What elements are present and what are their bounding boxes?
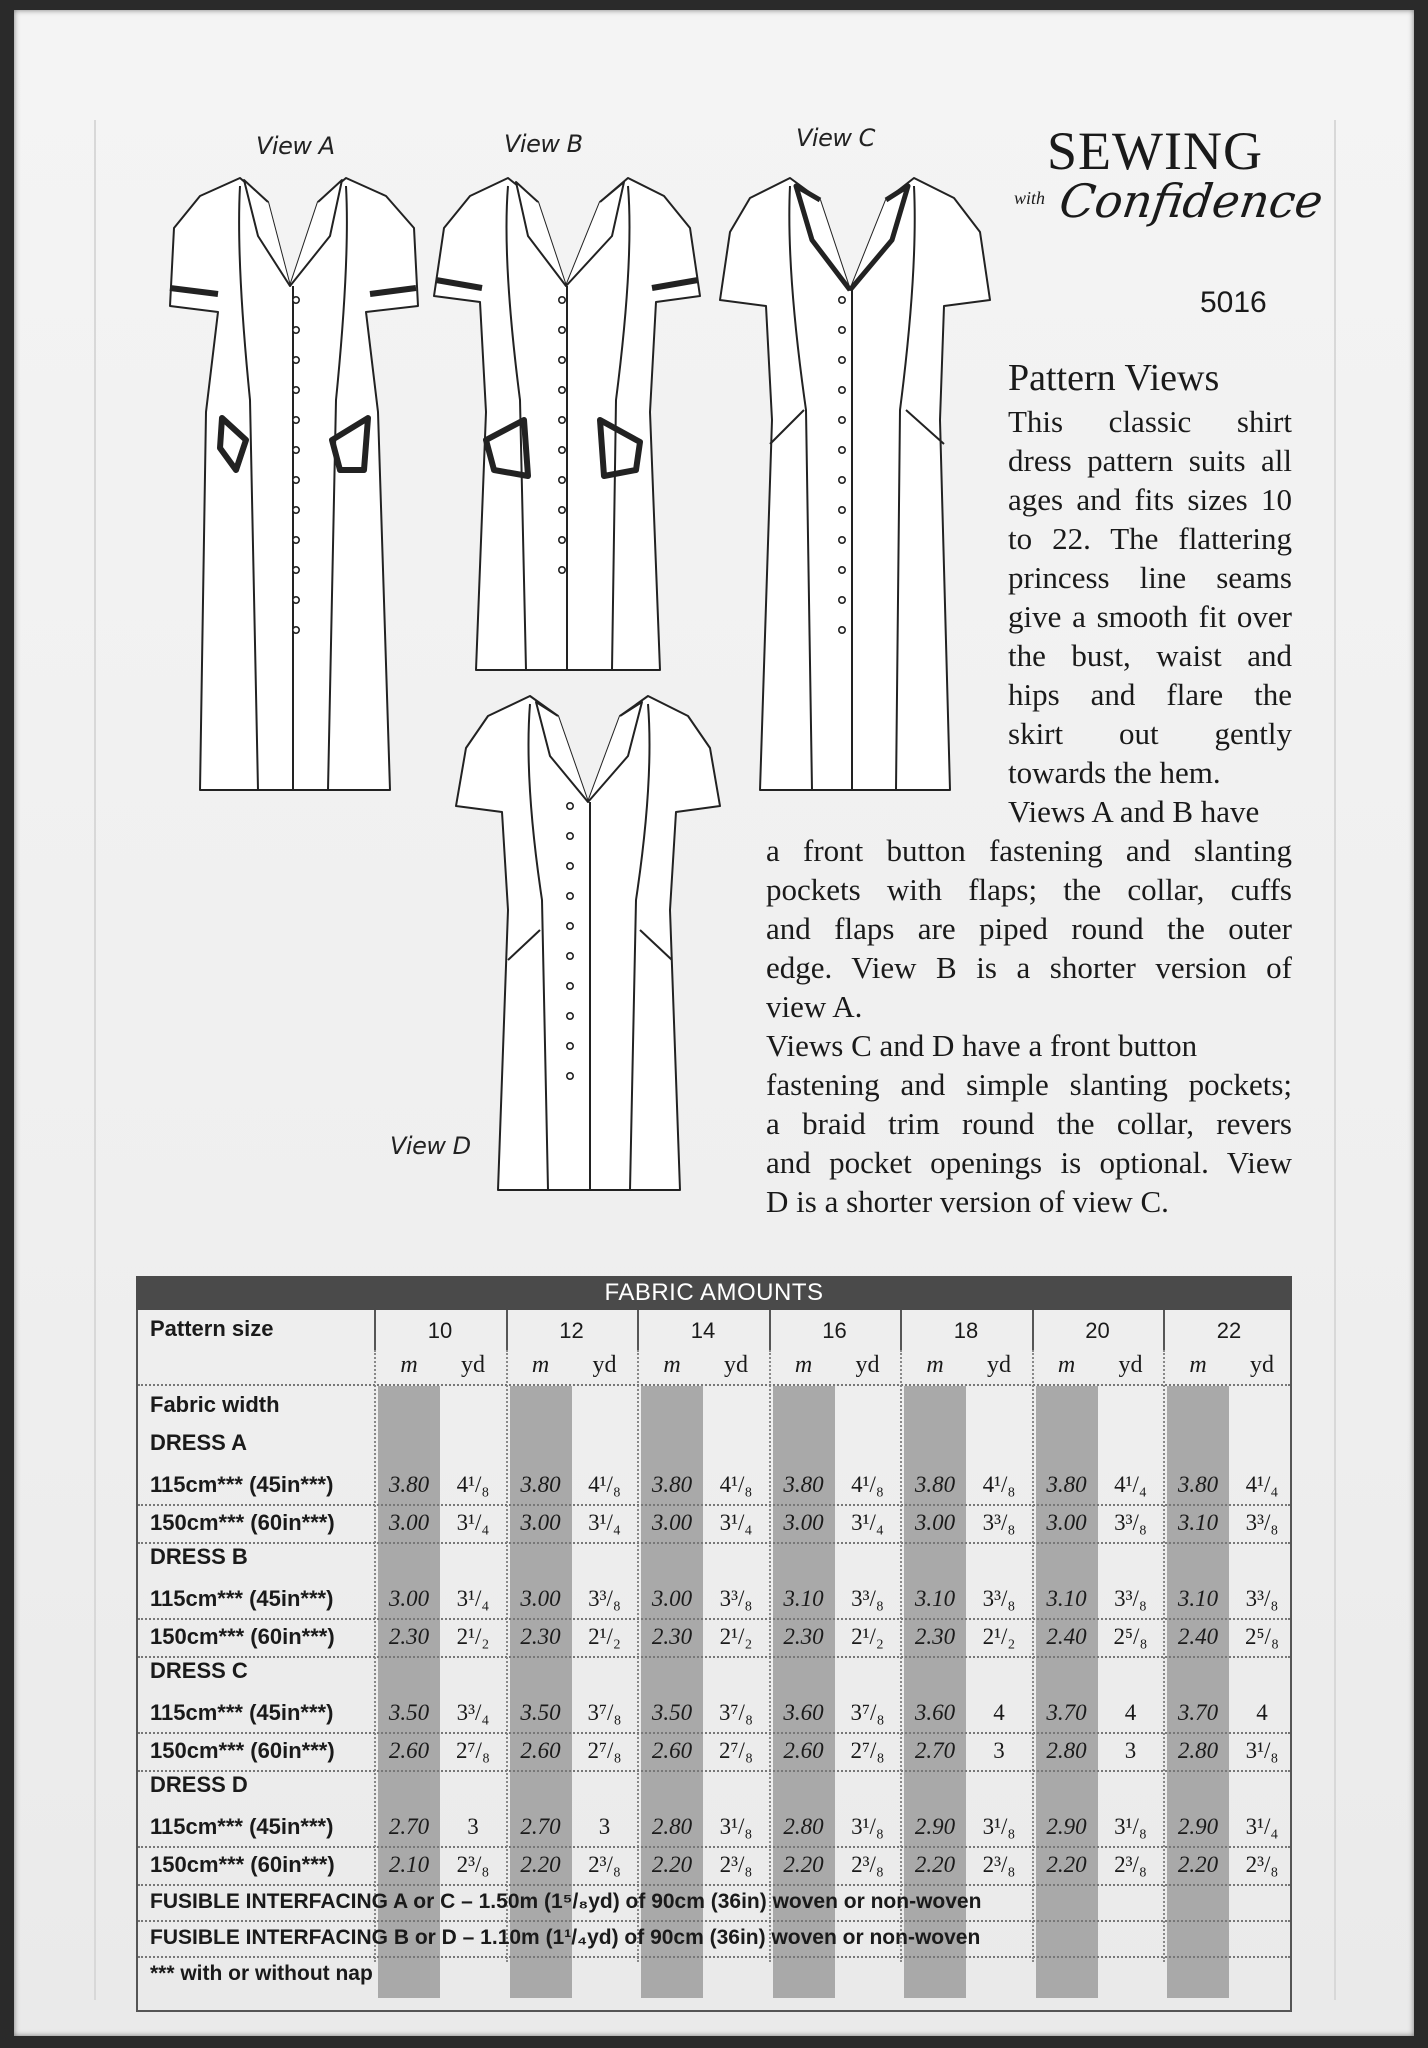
metres-value: 3.80	[388, 1472, 430, 1497]
fabric-width-row-label: 150cm*** (60in***)	[150, 1738, 335, 1763]
yards-value: 3¹/₄	[719, 1510, 753, 1535]
yards-value: 3³/₈	[1245, 1510, 1279, 1535]
pattern-views-line: edge. View B is a shorter version of	[766, 950, 1292, 985]
metres-value: 2.40	[1046, 1624, 1087, 1649]
yards-value: 4¹/₈	[456, 1472, 490, 1497]
yards-value: 2¹/₂	[982, 1624, 1016, 1649]
pattern-views-line: fastening and simple slanting pockets;	[766, 1067, 1292, 1102]
metres-value: 3.50	[388, 1700, 430, 1725]
metres-value: 3.80	[651, 1472, 693, 1497]
yards-value: 3³/₈	[719, 1586, 753, 1611]
yards-value: 3³/₄	[456, 1700, 490, 1725]
fabric-width-row-label: 115cm*** (45in***)	[150, 1700, 334, 1725]
yards-value: 3³/₈	[982, 1586, 1016, 1611]
fabric-table-body	[136, 1310, 1292, 2012]
yards-value: 3	[1124, 1738, 1137, 1763]
unit-m-header: m	[1057, 1352, 1076, 1378]
metres-value: 3.00	[388, 1510, 430, 1535]
metres-value: 3.00	[783, 1510, 824, 1535]
dress-view-c	[720, 178, 990, 790]
yards-value: 2³/₈	[1114, 1852, 1147, 1877]
metres-value: 2.20	[520, 1852, 561, 1877]
pattern-views-line: a front button fastening and slanting	[766, 833, 1292, 868]
yards-value: 2³/₈	[1245, 1852, 1279, 1877]
metres-value: 2.10	[388, 1852, 430, 1877]
metres-value: 2.30	[520, 1624, 561, 1649]
metres-value: 2.30	[783, 1624, 824, 1649]
pattern-number: 5016	[1200, 286, 1267, 319]
metres-value: 3.70	[1177, 1700, 1219, 1725]
table-note: *** with or without nap	[150, 1962, 373, 1985]
unit-m-header: m	[1189, 1352, 1207, 1378]
pattern-views-line: give a smooth fit over	[1008, 599, 1292, 634]
metres-value: 3.50	[651, 1700, 693, 1725]
metres-value: 3.00	[388, 1586, 430, 1611]
pattern-views-line: and flaps are piped round the outer	[766, 911, 1292, 946]
size-header: 16	[822, 1318, 847, 1343]
yards-value: 3¹/₄	[588, 1510, 621, 1535]
unit-m-header: m	[531, 1352, 550, 1378]
yards-value: 2¹/₂	[851, 1624, 884, 1649]
metres-value: 2.20	[914, 1852, 956, 1877]
dress-view-a	[170, 178, 418, 790]
dress-label: DRESS C	[150, 1658, 248, 1683]
unit-yd-header: yd	[855, 1352, 880, 1378]
yards-value: 2⁵/₈	[1113, 1624, 1148, 1649]
metres-value: 3.60	[914, 1700, 956, 1725]
metres-value: 3.50	[520, 1700, 561, 1725]
metres-value: 3.80	[783, 1472, 824, 1497]
metres-value: 2.40	[1177, 1624, 1219, 1649]
fabric-width-row-label: 115cm*** (45in***)	[150, 1586, 334, 1611]
dress-view-b	[434, 178, 700, 670]
yards-value: 2³/₈	[719, 1852, 753, 1877]
pattern-views-line: view A.	[766, 989, 863, 1024]
pattern-views-line: Views A and B have	[1008, 794, 1260, 829]
dress-label: DRESS A	[150, 1430, 247, 1455]
metres-value: 2.90	[914, 1814, 956, 1839]
yards-value: 3¹/₈	[1245, 1738, 1279, 1763]
metres-value: 2.70	[520, 1814, 561, 1839]
fabric-width-row-label: 150cm*** (60in***)	[150, 1510, 335, 1535]
yards-value: 3¹/₈	[851, 1814, 884, 1839]
yards-value: 2¹/₂	[719, 1624, 753, 1649]
yards-value: 3¹/₄	[456, 1510, 490, 1535]
pattern-views-line: hips and flare the	[1008, 677, 1292, 712]
pattern-views-line: the bust, waist and	[1008, 638, 1292, 673]
brand-with: with	[1014, 188, 1046, 208]
fabric-width-row-label: 115cm*** (45in***)	[150, 1814, 334, 1839]
view-a-label: View A	[256, 132, 335, 160]
unit-yd-header: yd	[1250, 1352, 1274, 1378]
metres-value: 2.60	[783, 1738, 824, 1763]
metres-value: 2.20	[1177, 1852, 1219, 1877]
unit-yd-header: yd	[987, 1352, 1011, 1378]
yards-value: 3	[467, 1814, 479, 1839]
unit-m-header: m	[663, 1352, 681, 1378]
size-header: 20	[1085, 1318, 1110, 1343]
yards-value: 3¹/₄	[456, 1586, 490, 1611]
unit-m-header: m	[400, 1352, 418, 1378]
pattern-views-line: dress pattern suits all	[1008, 443, 1292, 478]
yards-value: 2⁷/₈	[456, 1738, 490, 1763]
metres-value: 2.60	[520, 1738, 561, 1763]
yards-value: 3⁷/₈	[719, 1700, 753, 1725]
yards-value: 3	[993, 1738, 1005, 1763]
yards-value: 3¹/₈	[1114, 1814, 1147, 1839]
yards-value: 4¹/₈	[982, 1472, 1016, 1497]
yards-value: 2¹/₂	[588, 1624, 621, 1649]
yards-value: 3³/₈	[982, 1510, 1016, 1535]
unit-yd-header: yd	[592, 1352, 617, 1378]
fabric-width-row-label: 150cm*** (60in***)	[150, 1852, 335, 1877]
yards-value: 3¹/₈	[719, 1814, 753, 1839]
dress-label: DRESS B	[150, 1544, 248, 1569]
metres-value: 3.00	[520, 1586, 561, 1611]
unit-yd-header: yd	[461, 1352, 485, 1378]
metres-value: 3.80	[1177, 1472, 1219, 1497]
size-header: 10	[427, 1318, 453, 1343]
yards-value: 2¹/₂	[456, 1624, 490, 1649]
metres-value: 3.60	[783, 1700, 824, 1725]
yards-value: 3¹/₄	[851, 1510, 884, 1535]
view-d-label: View D	[390, 1132, 471, 1160]
size-header: 12	[559, 1318, 584, 1343]
brand-confidence: Confidence	[1056, 174, 1327, 228]
yards-value: 2⁵/₈	[1245, 1624, 1279, 1649]
metres-value: 3.10	[783, 1586, 824, 1611]
pattern-views-line: D is a shorter version of view C.	[766, 1184, 1169, 1219]
unit-yd-header: yd	[1118, 1352, 1143, 1378]
metres-value: 2.70	[388, 1814, 430, 1839]
yards-value: 3	[598, 1814, 611, 1839]
metres-value: 3.80	[520, 1472, 561, 1497]
metres-value: 3.10	[914, 1586, 956, 1611]
pattern-views-heading: Views C and D	[766, 1028, 955, 1063]
pattern-views-line: skirt out gently	[1008, 716, 1292, 751]
pattern-views-line: This classic shirt	[1008, 404, 1292, 439]
metres-value: 2.90	[1046, 1814, 1087, 1839]
fabric-amounts-table	[136, 1276, 1292, 2012]
dress-view-d	[456, 696, 720, 1190]
table-note: FUSIBLE INTERFACING A or C – 1.50m (1⁵/₈yd) of 90cm (36in) woven or non-woven	[150, 1890, 982, 1913]
metres-value: 2.30	[914, 1624, 956, 1649]
metres-value: 2.20	[783, 1852, 824, 1877]
brand-sewing: SEWING	[1047, 121, 1263, 181]
metres-value: 3.10	[1046, 1586, 1087, 1611]
yards-value: 4¹/₄	[1245, 1472, 1279, 1497]
unit-m-header: m	[794, 1352, 813, 1378]
dress-label: DRESS D	[150, 1772, 248, 1797]
metres-value: 3.00	[914, 1510, 956, 1535]
metres-value: 2.70	[914, 1738, 956, 1763]
yards-value: 2³/₈	[851, 1852, 884, 1877]
view-b-label: View B	[504, 130, 583, 158]
table-note: FUSIBLE INTERFACING B or D – 1.10m (1¹/₄yd) of 90cm (36in) woven or non-woven	[150, 1926, 981, 1949]
pattern-views-line: to 22. The flattering	[1008, 521, 1292, 556]
metres-value: 2.20	[651, 1852, 693, 1877]
yards-value: 3³/₈	[1114, 1586, 1147, 1611]
yards-value: 2³/₈	[588, 1852, 621, 1877]
yards-value: 4¹/₄	[1114, 1472, 1147, 1497]
yards-value: 2⁷/₈	[719, 1738, 753, 1763]
pattern-views-line: and pocket openings is optional. View	[766, 1145, 1292, 1180]
metres-value: 2.90	[1177, 1814, 1219, 1839]
fabric-width-row-label: 115cm*** (45in***)	[150, 1472, 334, 1497]
metres-value: 2.60	[651, 1738, 693, 1763]
yards-value: 2⁷/₈	[587, 1738, 622, 1763]
pattern-views-line: Views C and D have a front button	[766, 1028, 1198, 1063]
yards-value: 3⁷/₈	[850, 1700, 885, 1725]
yards-value: 3¹/₈	[982, 1814, 1016, 1839]
yards-value: 3³/₈	[1245, 1586, 1279, 1611]
metres-value: 3.10	[1177, 1586, 1219, 1611]
yards-value: 3¹/₄	[1245, 1814, 1279, 1839]
yards-value: 3³/₈	[851, 1586, 884, 1611]
metres-value: 3.70	[1046, 1700, 1087, 1725]
view-c-label: View C	[796, 124, 875, 152]
brand-logo	[1014, 121, 1327, 228]
metres-value: 3.00	[520, 1510, 561, 1535]
yards-value: 2⁷/₈	[850, 1738, 885, 1763]
metres-value: 2.80	[1046, 1738, 1087, 1763]
pattern-views-line: pockets with flaps; the collar, cuffs	[766, 872, 1292, 907]
metres-value: 3.80	[914, 1472, 956, 1497]
metres-value: 3.10	[1177, 1510, 1219, 1535]
pattern-views-line: ages and fits sizes 10	[1008, 482, 1292, 517]
yards-value: 3⁷/₈	[587, 1700, 622, 1725]
fabric-amounts-title: FABRIC AMOUNTS	[136, 1276, 1292, 1310]
metres-value: 2.80	[651, 1814, 693, 1839]
pattern-views-line: a braid trim round the collar, revers	[766, 1106, 1292, 1141]
yards-value: 3³/₈	[1114, 1510, 1147, 1535]
metres-value: 2.30	[388, 1624, 430, 1649]
size-header: 18	[953, 1318, 979, 1343]
yards-value: 4¹/₈	[851, 1472, 884, 1497]
unit-yd-header: yd	[724, 1352, 748, 1378]
metres-value: 3.80	[1046, 1472, 1087, 1497]
yards-value: 2³/₈	[982, 1852, 1016, 1877]
yards-value: 4	[1256, 1700, 1268, 1725]
pattern-views-title: Pattern Views	[1008, 357, 1220, 399]
yards-value: 2³/₈	[456, 1852, 490, 1877]
fabric-width-label: Fabric width	[150, 1392, 280, 1417]
metres-value: 2.80	[783, 1814, 824, 1839]
fabric-width-row-label: 150cm*** (60in***)	[150, 1624, 335, 1649]
pattern-views-heading: Views A and B	[1008, 794, 1194, 829]
yards-value: 4¹/₈	[588, 1472, 621, 1497]
size-header: 14	[690, 1318, 716, 1343]
pattern-size-label: Pattern size	[150, 1316, 274, 1341]
metres-value: 2.30	[651, 1624, 693, 1649]
metres-value: 2.80	[1177, 1738, 1219, 1763]
metres-value: 2.20	[1046, 1852, 1087, 1877]
metres-value: 3.00	[651, 1586, 693, 1611]
metres-value: 2.60	[388, 1738, 430, 1763]
metres-value: 3.00	[651, 1510, 693, 1535]
pattern-views-line: princess line seams	[1008, 560, 1292, 595]
yards-value: 4¹/₈	[719, 1472, 753, 1497]
metres-value: 3.00	[1046, 1510, 1087, 1535]
yards-value: 4	[993, 1700, 1005, 1725]
unit-m-header: m	[926, 1352, 944, 1378]
yards-value: 3³/₈	[588, 1586, 621, 1611]
yards-value: 4	[1124, 1700, 1137, 1725]
size-header: 22	[1216, 1318, 1242, 1343]
pattern-views-line: towards the hem.	[1008, 755, 1221, 790]
